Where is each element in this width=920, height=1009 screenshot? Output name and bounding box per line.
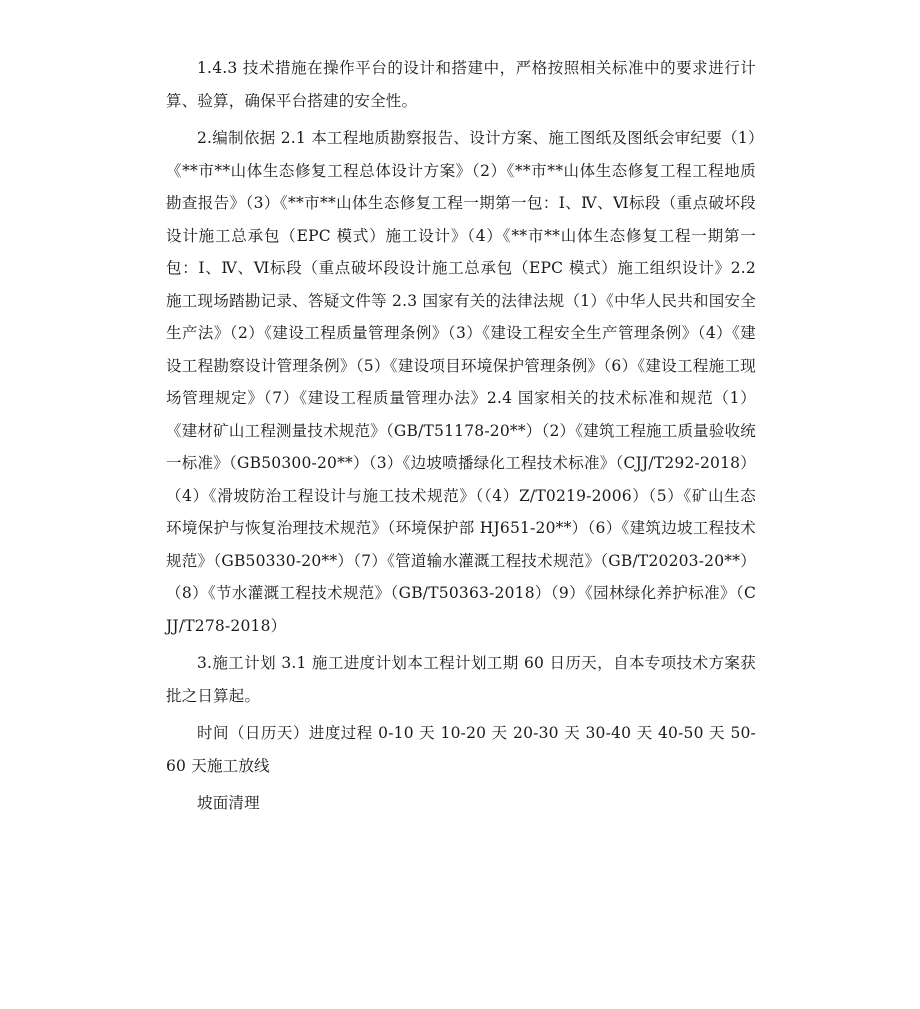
paragraph-compilation-basis: 2.编制依据 2.1 本工程地质勘察报告、设计方案、施工图纸及图纸会审纪要（1）《**市**山体生态修复工程总体设计方案》（2）《**市**山体生态修复工程工程地质勘查报告》（3）《**市**山体生态修复工程一期第一包：Ⅰ、Ⅳ、Ⅵ标段（重点破坏段设计施工总承包（EPC 模式）施工设计》（4）《**市**山体生态修复工程一期第一包：Ⅰ、Ⅳ、Ⅵ标段（重点破坏段设计施工总承包（EPC 模式）施工组织设计》2.2 施工现场踏勘记录、答疑文件等 2.3 国家有关的法律法规（1）《中华人民共和国安全生产法》（2）《建设工程质量管理条例》（3）《建设工程安全生产管理条例》（4）《建设工程勘察设计管理条例》（5）《建设项目环境保护管理条例》（6）《建设工程施工现场管理规定》（7）《建设工程质量管理办法》2.4 国家相关的技术标准和规范（1）《建材矿山工程测量技术规范》（GB/T51178-20**）（2）《建筑工程施工质量验收统一标准》（GB50300-20**）（3）《边坡喷播绿化工程技术标准》（CJJ/T292-2018）（4）《滑坡防治工程设计与施工技术规范》（（4）Z/T0219-2006）（5）《矿山生态环境保护与恢复治理技术规范》（环境保护部 HJ651-20**）（6）《建筑边坡工程技术规范》（GB50330-20**）（7）《管道输水灌溉工程技术规范》（GB/T20203-20**）（8）《节水灌溉工程技术规范》（GB/T50363-2018）（9）《园林绿化养护标准》（CJJ/T278-2018） [166,129,756,635]
document-page [166,52,756,825]
paragraph-technical-measures: 1.4.3 技术措施在操作平台的设计和搭建中，严格按照相关标准中的要求进行计算、验算，确保平台搭建的安全性。 [166,59,756,110]
paragraph-schedule-header: 时间（日历天）进度过程 0-10 天 10-20 天 20-30 天 30-40 天 40-50 天 50-60 天施工放线 [166,724,756,775]
paragraph-slope-cleanup: 坡面清理 [197,794,260,812]
paragraph-construction-plan: 3.施工计划 3.1 施工进度计划本工程计划工期 60 日历天，自本专项技术方案获批之日算起。 [166,654,756,705]
